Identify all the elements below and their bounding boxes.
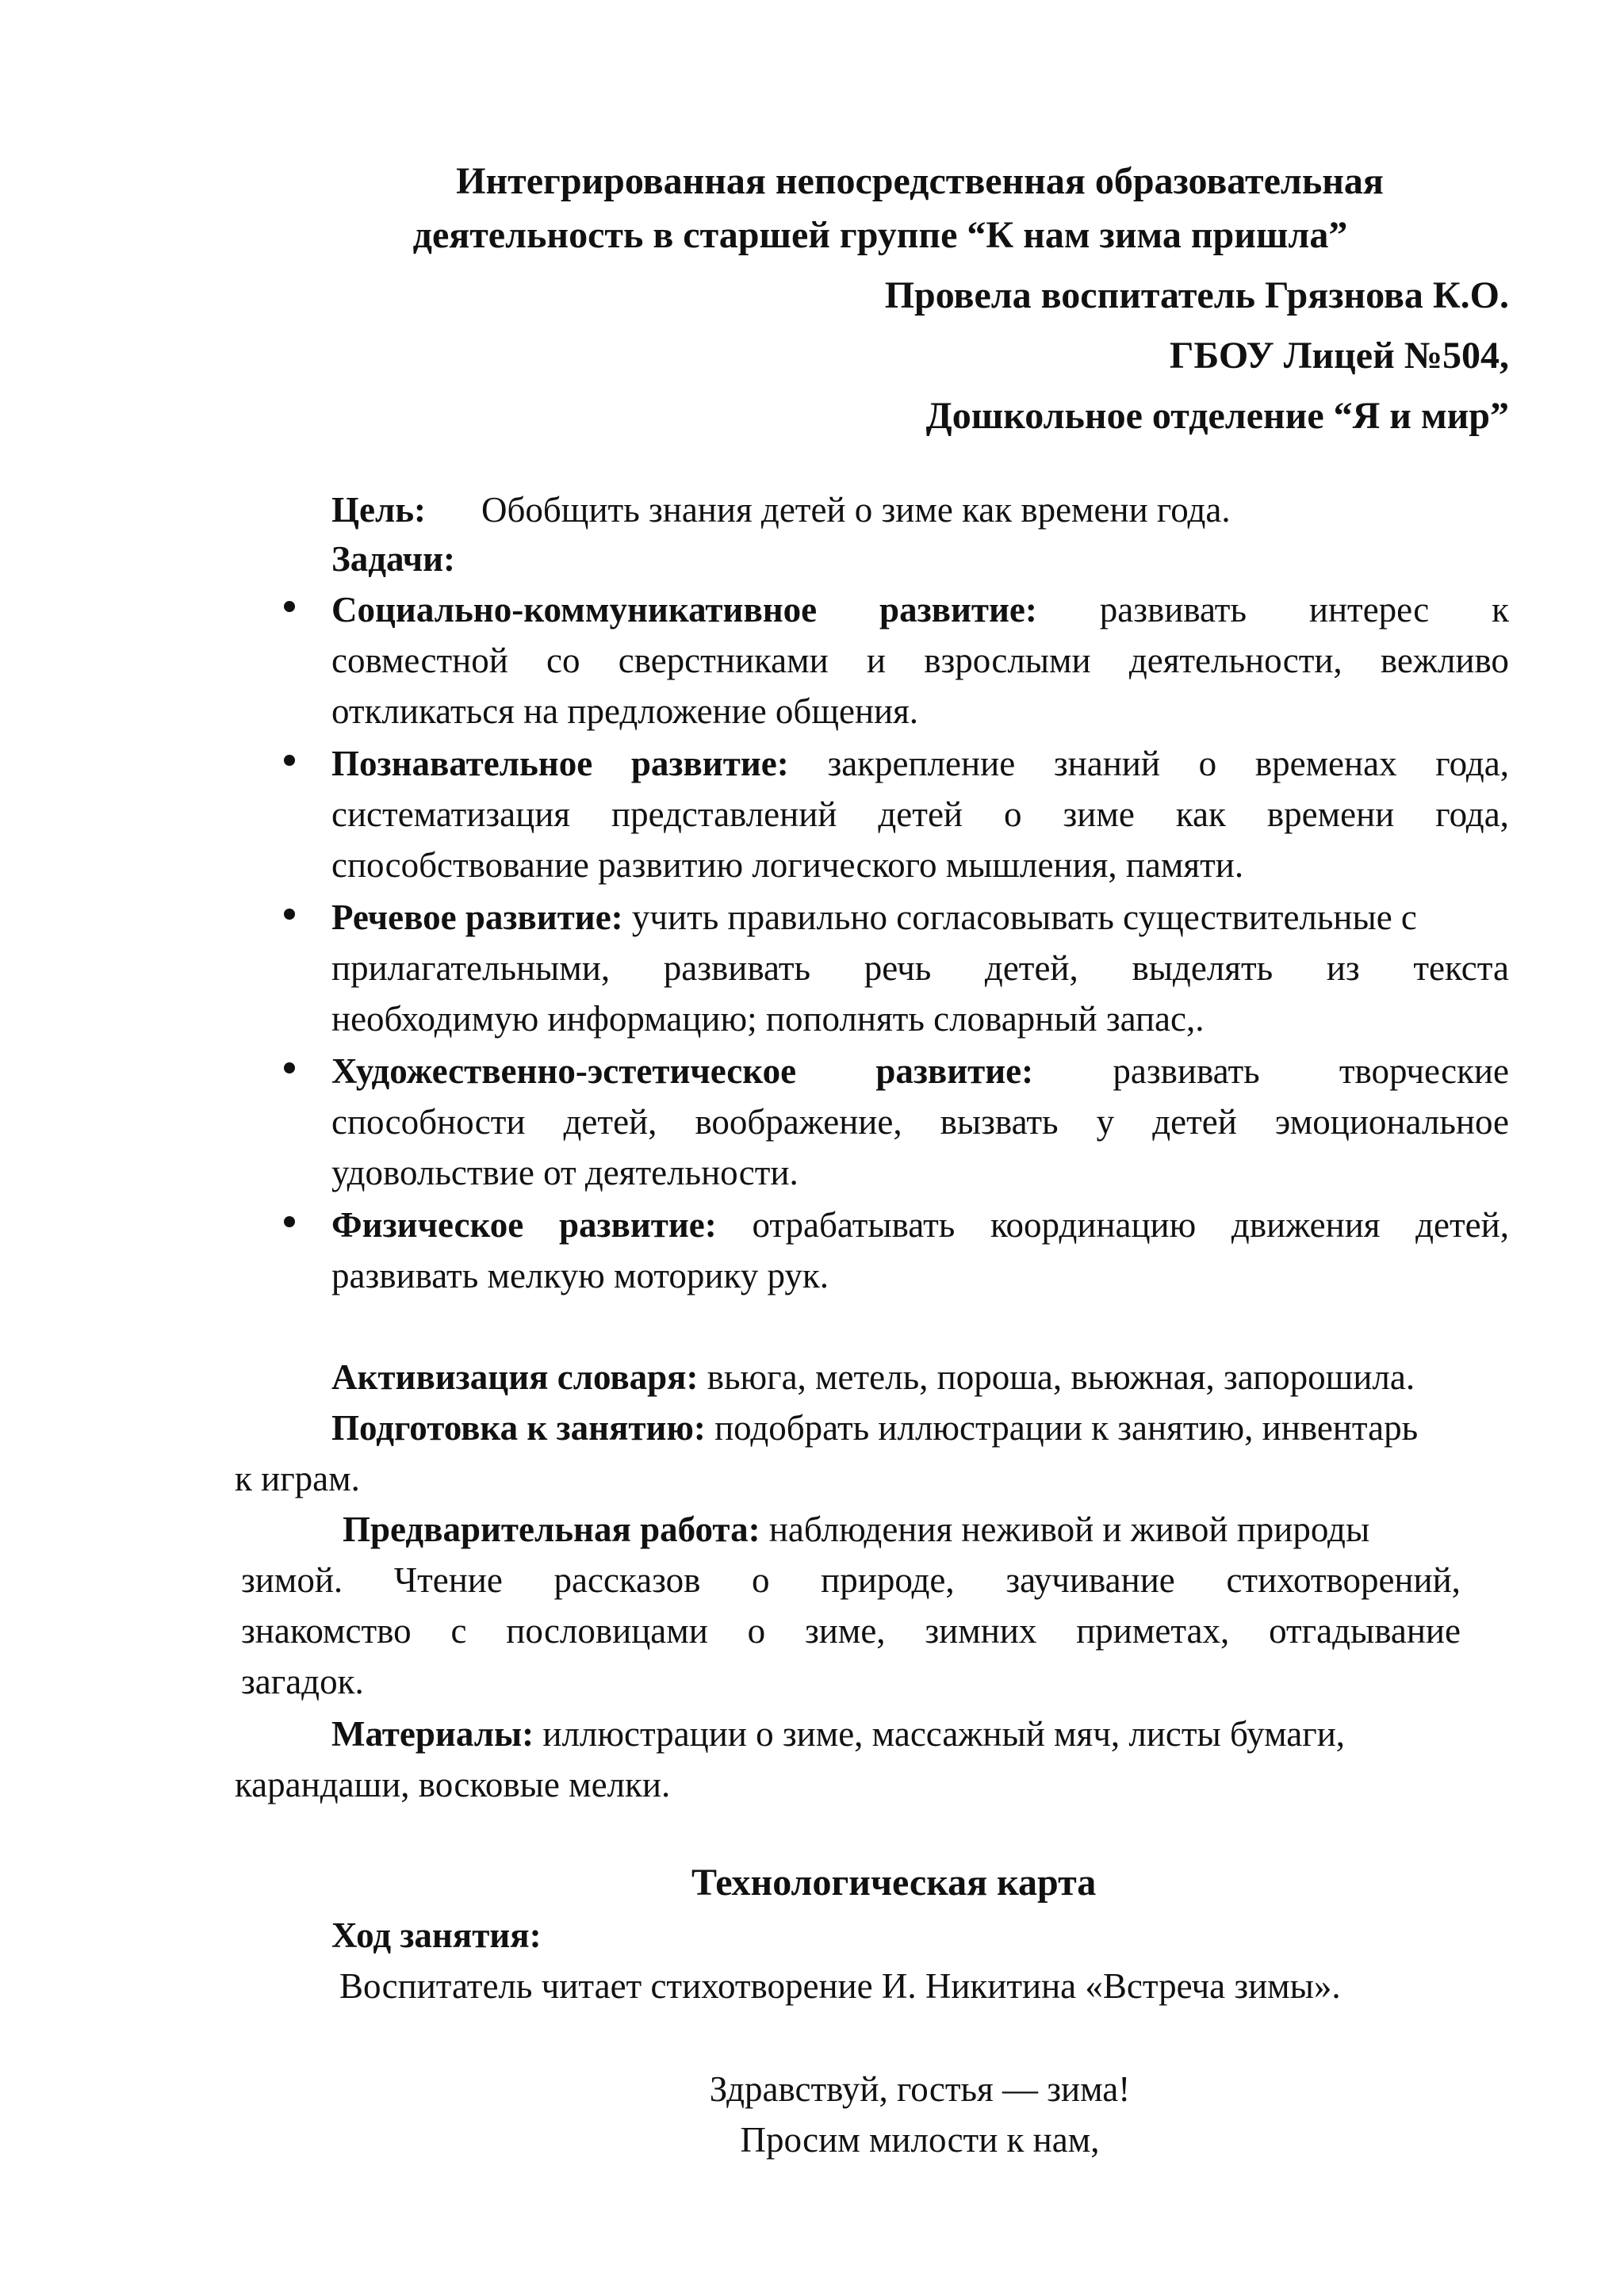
word: с	[450, 1611, 467, 1651]
poem-line-2: Просим милости к нам,	[740, 2120, 1100, 2160]
word: как	[1175, 794, 1226, 834]
prelim-text: наблюдения неживой и живой природы	[768, 1510, 1370, 1549]
vocab-label: Активизация словаря:	[331, 1357, 699, 1397]
word: зиме,	[804, 1611, 886, 1651]
bullet-icon	[284, 1062, 295, 1073]
task-3-text: учить правильно согласовывать существительные с	[631, 897, 1417, 937]
word: отрабатывать	[752, 1205, 956, 1245]
word: временах	[1254, 744, 1397, 783]
title-line-2: деятельность в старшей группе “К нам зима пришла”	[412, 214, 1348, 256]
prep-cont: к играм.	[235, 1459, 360, 1498]
task-3-line-1	[331, 893, 1417, 942]
word: знакомство	[241, 1611, 412, 1651]
prep-text: подобрать иллюстрации к занятию, инвентарь	[714, 1408, 1419, 1448]
word: представлений	[611, 794, 837, 834]
organization-line: ГБОУ Лицей №504,	[1169, 335, 1509, 377]
word: развивать	[1113, 1051, 1260, 1091]
bullet-icon	[284, 1216, 295, 1227]
task-1-line-3: откликаться на предложение общения.	[331, 691, 919, 731]
word: зимой.	[241, 1560, 343, 1600]
task-1-line-1	[331, 585, 1509, 634]
word: отгадывание	[1269, 1611, 1461, 1651]
word: движения	[1231, 1205, 1381, 1245]
word: о	[1198, 744, 1217, 783]
materials-label: Материалы:	[331, 1714, 534, 1754]
word: из	[1326, 948, 1360, 988]
word: закрепление	[827, 744, 1016, 783]
word: развивать	[663, 948, 811, 988]
word: творческие	[1339, 1051, 1509, 1091]
word: совместной	[331, 641, 508, 680]
vocab-text: вьюга, метель, пороша, вьюжная, запорошила.	[707, 1357, 1415, 1397]
word: детей,	[1415, 1205, 1509, 1245]
prelim-row	[343, 1505, 1369, 1554]
word: Художественно-эстетическое	[331, 1051, 797, 1091]
word: эмоциональное	[1274, 1102, 1509, 1142]
word: воображение,	[695, 1102, 902, 1142]
word: приметах,	[1076, 1611, 1230, 1651]
word: о	[1004, 794, 1022, 834]
poem-line-1: Здравствуй, гостья — зима!	[709, 2069, 1131, 2109]
materials-row	[331, 1709, 1345, 1758]
word: сверстниками	[618, 641, 829, 680]
word: вежливо	[1380, 641, 1509, 680]
word: природе,	[821, 1560, 955, 1600]
word: о	[752, 1560, 770, 1600]
bullet-icon	[284, 755, 295, 766]
tasks-label: Задачи:	[331, 539, 456, 579]
task-4-line-1	[331, 1047, 1509, 1096]
word: развитие:	[630, 744, 789, 783]
goal-text: Обобщить знания детей о зиме как времени года.	[481, 490, 1231, 530]
prep-row	[331, 1403, 1418, 1452]
word: детей,	[563, 1102, 657, 1142]
task-1-line-2	[331, 636, 1509, 685]
word: у	[1096, 1102, 1115, 1142]
prelim-line-3	[241, 1606, 1461, 1655]
word: о	[747, 1611, 766, 1651]
word: способности	[331, 1102, 526, 1142]
word: зимних	[925, 1611, 1037, 1651]
task-3-line-3: необходимую информацию; пополнять словарный запас,.	[331, 999, 1205, 1039]
department-line: Дошкольное отделение “Я и мир”	[925, 395, 1509, 437]
word: стихотворений,	[1226, 1560, 1461, 1600]
word: выделять	[1132, 948, 1274, 988]
bullet-icon	[284, 601, 295, 612]
word: координацию	[990, 1205, 1197, 1245]
word: вызвать	[940, 1102, 1059, 1142]
word: пословицами	[506, 1611, 708, 1651]
vocab-row	[331, 1353, 1415, 1402]
word: зиме	[1063, 794, 1135, 834]
bullet-icon	[284, 909, 295, 920]
word: к	[1492, 590, 1509, 629]
word: Чтение	[393, 1560, 503, 1600]
prelim-label: Предварительная работа:	[343, 1510, 760, 1549]
word: детей	[878, 794, 963, 834]
word: Познавательное	[331, 744, 593, 783]
materials-cont: карандаши, восковые мелки.	[235, 1765, 671, 1804]
task-5-line-2: развивать мелкую моторику рук.	[331, 1256, 829, 1295]
task-2-line-1	[331, 739, 1509, 788]
word: заучивание	[1005, 1560, 1175, 1600]
prelim-line-4: загадок.	[241, 1662, 364, 1701]
prep-label: Подготовка к занятию:	[331, 1408, 706, 1448]
word: прилагательными,	[331, 948, 611, 988]
word: Социально-коммуникативное	[331, 590, 818, 629]
word: детей,	[984, 948, 1078, 988]
task-2-line-2	[331, 790, 1509, 839]
word: текста	[1413, 948, 1509, 988]
task-4-line-3: удовольствие от деятельности.	[331, 1153, 799, 1192]
word: развитие:	[879, 590, 1037, 629]
goal-label: Цель:	[331, 490, 427, 530]
lesson-label: Ход занятия:	[331, 1915, 542, 1955]
word: знаний	[1053, 744, 1160, 783]
lesson-intro: Воспитатель читает стихотворение И. Никитина «Встреча зимы».	[339, 1966, 1341, 2006]
word: со	[546, 641, 580, 680]
task-2-line-3: способствование развитию логического мышления, памяти.	[331, 845, 1244, 885]
word: развитие:	[558, 1205, 717, 1245]
word: рассказов	[553, 1560, 701, 1600]
materials-text: иллюстрации о зиме, массажный мяч, листы бумаги,	[542, 1714, 1346, 1754]
word: развивать	[1099, 590, 1247, 629]
task-3-line-2	[331, 943, 1509, 993]
task-3-label: Речевое развитие:	[331, 897, 623, 937]
word: развитие:	[875, 1051, 1034, 1091]
word: деятельности,	[1128, 641, 1342, 680]
word: речь	[864, 948, 932, 988]
word: Физическое	[331, 1205, 524, 1245]
task-5-line-1	[331, 1200, 1509, 1249]
word: и	[866, 641, 887, 680]
word: года,	[1435, 744, 1509, 783]
word: систематизация	[331, 794, 571, 834]
word: детей	[1152, 1102, 1237, 1142]
tech-map-title: Технологическая карта	[691, 1862, 1097, 1904]
author-line: Провела воспитатель Грязнова К.О.	[884, 274, 1509, 316]
word: года,	[1435, 794, 1509, 834]
word: времени	[1266, 794, 1395, 834]
title-line-1: Интегрированная непосредственная образовательная	[456, 160, 1384, 202]
prelim-line-2	[241, 1556, 1461, 1605]
word: интерес	[1308, 590, 1430, 629]
goal-row	[331, 485, 1231, 534]
task-4-line-2	[331, 1097, 1509, 1146]
word: взрослыми	[924, 641, 1091, 680]
